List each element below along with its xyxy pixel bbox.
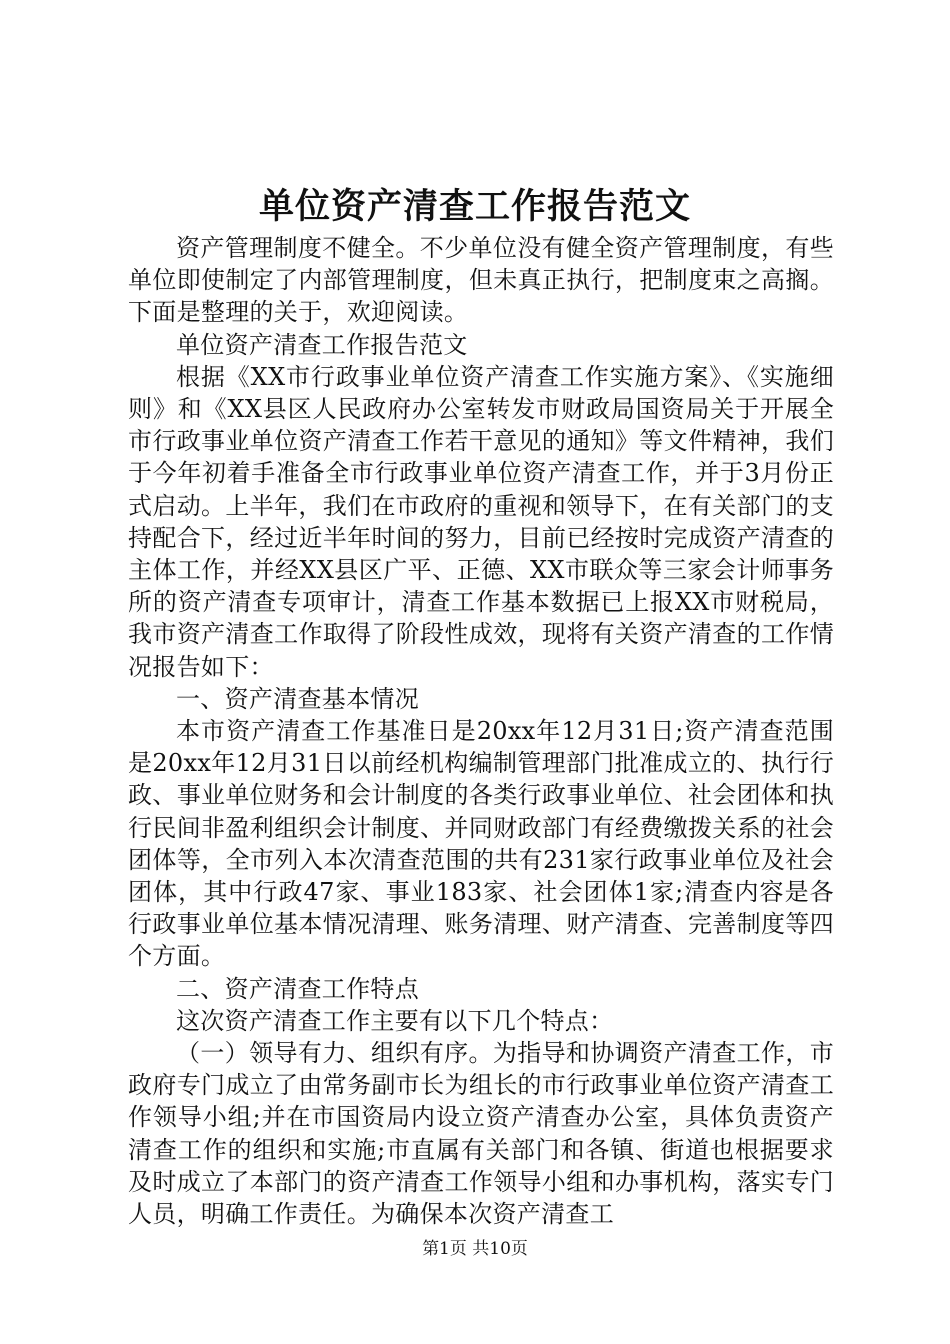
body-paragraph: 这次资产清查工作主要有以下几个特点： [176, 1006, 614, 1035]
body-paragraph: 根据《XX市行政事业单位资产清查工作实施方案》、《实施细则》和《XX县区人民政府办公室转发市财政局国资局关于开展全市行政事业单位资产清查工作若干意见的通知》等文件精神，我们于今年初着手准备全市行政事业单位资产清查工作，并于3月份正式启动。上半年，我们在市政府的重视和领导下，在有关部门的支持配合下，经过近半年时间的努力，目前已经按时完成资产清查的主体工作，并经XX县区广平、正德、XX市联众等三家会计师事务所的资产清查专项审计，清查工作基本数据已上报XX市财税局，我市资产清查工作取得了阶段性成效，现将有关资产清查的工作情况报告如下： [128, 362, 834, 681]
page-footer: 第1页 共10页 [422, 1239, 528, 1259]
intro-paragraph: 资产管理制度不健全。不少单位没有健全资产管理制度，有些单位即使制定了内部管理制度，但未真正执行，把制度束之高搁。下面是整理的关于，欢迎阅读。 [128, 234, 834, 327]
document-body [128, 232, 834, 1230]
section-heading: 二、资产清查工作特点 [176, 974, 419, 1003]
subtitle-paragraph: 单位资产清查工作报告范文 [176, 330, 468, 359]
body-paragraph: （一）领导有力、组织有序。为指导和协调资产清查工作，市政府专门成立了由常务副市长为组长的市行政事业单位资产清查工作领导小组;并在市国资局内设立资产清查办公室，具体负责资产清查工作的组织和实施;市直属有关部门和各镇、街道也根据要求及时成立了本部门的资产清查工作领导小组和办事机构，落实专门人员，明确工作责任。为确保本次资产清查工 [128, 1039, 834, 1229]
body-paragraph: 本市资产清查工作基准日是20xx年12月31日;资产清查范围是20xx年12月31日以前经机构编制管理部门批准成立的、执行行政、事业单位财务和会计制度的各类行政事业单位、社会团体和执行民间非盈利组织会计制度、并同财政部门有经费缴拨关系的社会团体等，全市列入本次清查范围的共有231家行政事业单位及社会团体，其中行政47家、事业183家、社会团体1家;清查内容是各行政事业单位基本情况清理、账务清理、财产清查、完善制度等四个方面。 [128, 717, 834, 971]
document-title: 单位资产清查工作报告范文 [258, 186, 691, 227]
section-heading: 一、资产清查基本情况 [176, 684, 419, 713]
